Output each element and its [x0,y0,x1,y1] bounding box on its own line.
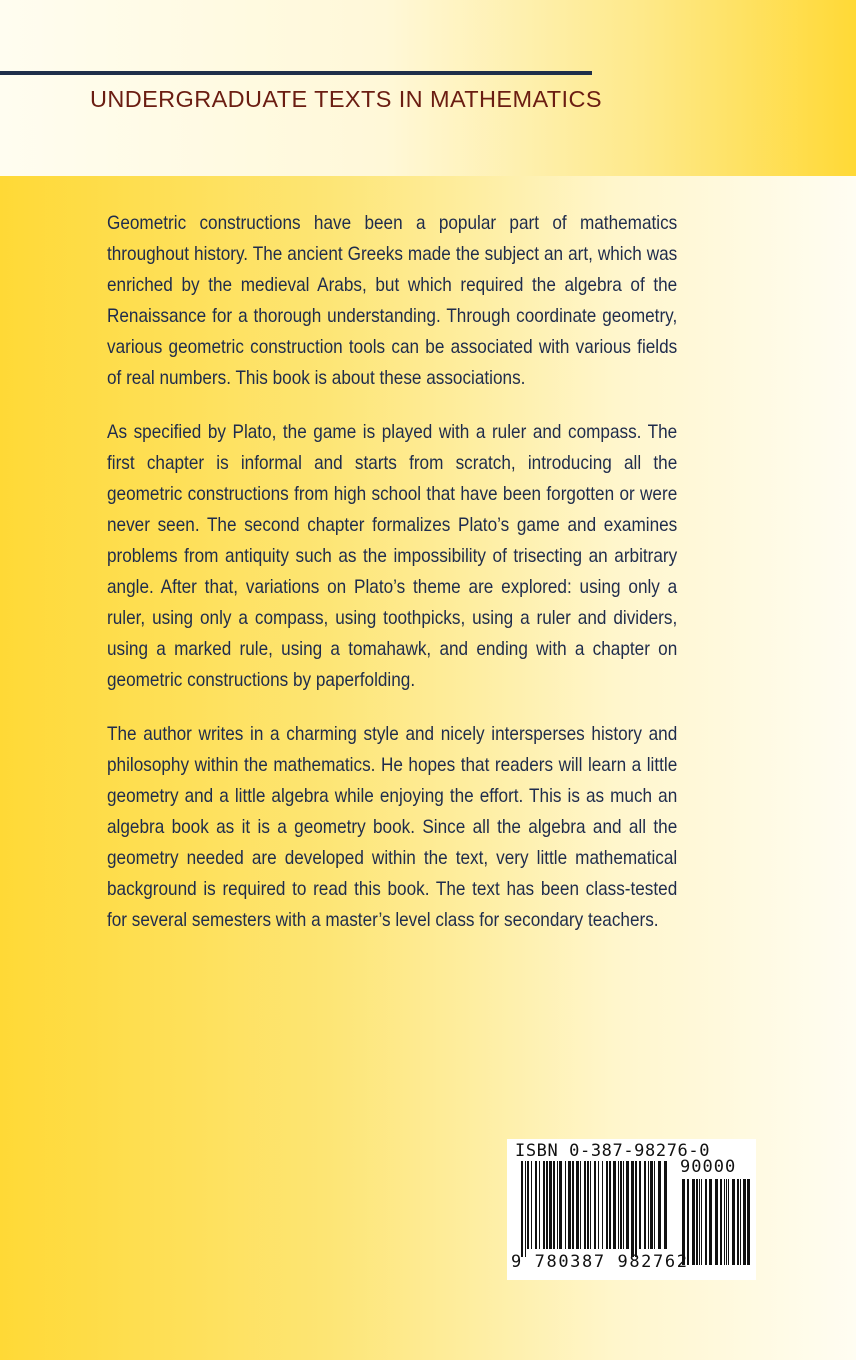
barcode-bar [543,1161,545,1249]
price-addon-label: 90000 [680,1157,737,1177]
barcode-bar [613,1161,616,1249]
barcode-bar [521,1161,523,1257]
barcode-bar [620,1161,622,1249]
barcode-bar [626,1161,629,1249]
barcode-bar [623,1161,624,1249]
barcode-bar [635,1161,637,1257]
barcode-bar [639,1161,641,1249]
barcode-bar [609,1161,611,1249]
barcode-bar [654,1161,655,1249]
barcode-bar [747,1179,750,1265]
barcode-bar [658,1161,661,1249]
barcode-bar [598,1161,599,1249]
barcode-bar [692,1179,695,1265]
barcode-bar [726,1179,727,1265]
barcode-bar [699,1179,700,1265]
isbn-barcode [507,1139,756,1280]
barcode-bar [572,1161,574,1249]
barcode-bar [737,1179,739,1265]
barcode-bar [606,1161,608,1249]
barcode-bar [553,1161,555,1249]
barcode-bar [539,1161,540,1249]
barcode-bar [531,1161,532,1249]
series-header [0,0,856,176]
ean-bars [521,1161,667,1257]
barcode-bar [525,1161,526,1257]
barcode-bar [559,1161,562,1249]
barcode-bar [728,1179,729,1265]
barcode-bar [565,1161,566,1249]
barcode-bar [580,1161,581,1249]
description-paragraph-3: The author writes in a charming style and nicely intersperses history and philosophy within the mathematics. He hopes that readers will learn a little geometry and a little algebra while enjoying the effort. This is as much an algebra book as it is a geometry book. Since all the algebra and all the geometry needed are developed within the text, very little mathematical background is required to read this book. The text has been class-tested for several semesters with a master’s level class for secondary teachers. [107,723,678,931]
barcode-bar [594,1161,596,1249]
addon-bars [682,1179,750,1265]
barcode-bar [527,1161,529,1249]
barcode-bar [631,1161,634,1257]
isbn-label: ISBN 0-387-98276-0 [515,1141,711,1161]
barcode-bar [535,1161,537,1249]
ean-number-label: 9 780387 982762 [511,1252,689,1272]
barcode-bar [584,1161,586,1249]
barcode-bar [740,1179,741,1265]
barcode-bar [602,1161,603,1249]
barcode-bar [644,1161,646,1249]
description-paragraph-2: As specified by Plato, the game is played with a ruler and compass. The first chapter is informal and starts from scratch, introducing all the geometric constructions from high school that have been forgotten or were never seen. The second chapter formalizes Plato’s game and examines problems from antiquity such as the impossibility of trisecting an arbitrary angle. After that, variations on Plato’s theme are explored: using only a ruler, using only a compass, using toothpicks, using a ruler and dividers, using a marked rule, using a tomahawk, and ending with a chapter on geometric constructions by paperfolding. [107,421,678,691]
barcode-bar [650,1161,653,1249]
barcode-bar [715,1179,718,1265]
barcode-bar [709,1179,712,1265]
barcode-bar [701,1179,702,1265]
barcode-bar [705,1179,707,1265]
barcode-bar [618,1161,619,1249]
barcode-bar [557,1161,558,1249]
barcode-bar [648,1161,649,1249]
series-title: UNDERGRADUATE TEXTS IN MATHEMATICS [90,86,602,112]
barcode-bar [720,1179,722,1265]
barcode-bar [549,1161,552,1249]
barcode-bar [696,1179,698,1265]
barcode-bar [664,1161,667,1249]
barcode-bar [587,1161,589,1249]
barcode-bar [743,1179,746,1265]
barcode-bar [732,1179,735,1265]
barcode-bar [546,1161,548,1249]
book-description [107,208,677,959]
description-paragraph-1: Geometric constructions have been a popular part of mathematics throughout history. The ancient Greeks made the subject an art, which was enriched by the medieval Arabs, but which required the algebra of the Renaissance for a thorough understanding. Through coordinate geometry, various geometric construction tools can be associated with various fields of real numbers. This book is about these associations. [107,212,678,389]
header-rule [0,71,592,75]
barcode-bar [590,1161,591,1249]
barcode-bar [724,1179,725,1265]
barcode-bar [576,1161,579,1249]
barcode-bar [568,1161,571,1249]
